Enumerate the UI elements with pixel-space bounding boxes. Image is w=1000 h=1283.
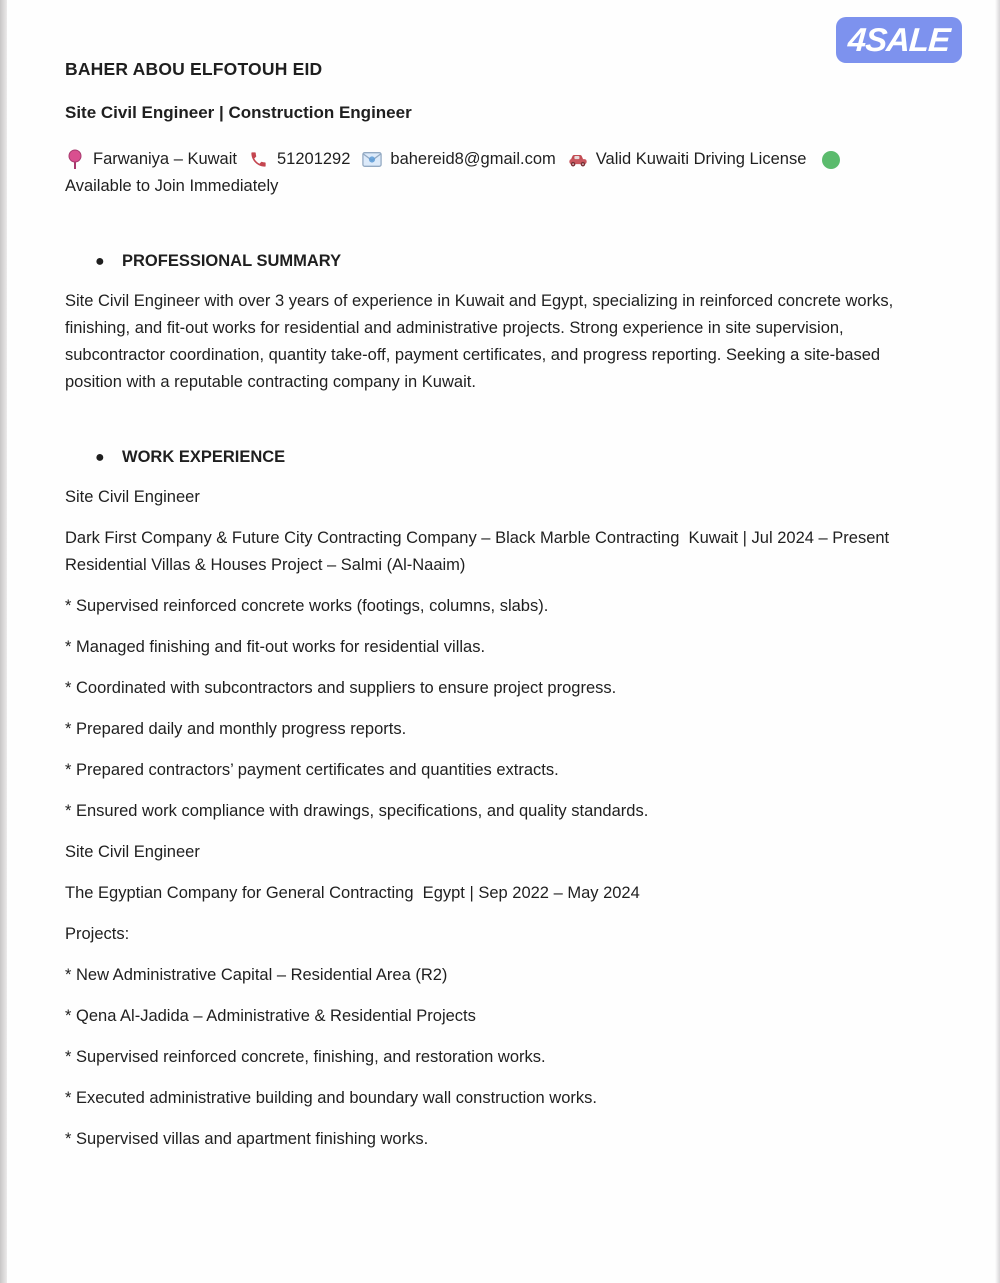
- section-heading-professional-summary: [65, 248, 935, 275]
- contact-line: [65, 146, 935, 173]
- green-dot-icon: [822, 151, 840, 169]
- contact-location: [65, 146, 237, 173]
- candidate-name: BAHER ABOU ELFOTOUH EID: [65, 59, 323, 79]
- bullet-icon: ●: [95, 252, 105, 270]
- job1-bullet: * Ensured work compliance with drawings, specifications, and quality standards.: [65, 802, 649, 820]
- email-text: bahereid8@gmail.com: [390, 150, 556, 168]
- job2-company-line: The Egyptian Company for General Contracting Egypt | Sep 2022 – May 2024: [65, 884, 640, 902]
- summary-paragraph: Site Civil Engineer with over 3 years of experience in Kuwait and Egypt, specializing in reinforced concrete works, finishing, and fit-out works for residential and administrative projects. Strong experience in site supervision, subcontractor coordination, quantity take-off, payment certificates, and progress reporting. Seeking a site-based position with a reputable contracting company in Kuwait.: [65, 292, 898, 391]
- car-icon: [568, 149, 588, 171]
- contact-email: [362, 146, 555, 173]
- job1-bullet: * Prepared daily and monthly progress reports.: [65, 720, 407, 738]
- contact-license: [568, 146, 807, 173]
- job2-role: Site Civil Engineer: [65, 843, 200, 861]
- phone-number: 51201292: [276, 150, 351, 168]
- bullet-icon: ●: [95, 448, 105, 466]
- section-heading-work-experience: [65, 444, 935, 471]
- contact-phone: [249, 146, 350, 173]
- candidate-title: Site Civil Engineer | Construction Engineer: [65, 103, 412, 122]
- resume-content: [65, 56, 935, 1167]
- phone-icon: [249, 149, 269, 171]
- job1-role: Site Civil Engineer: [65, 488, 200, 506]
- job1-bullet: * Prepared contractors’ payment certificates and quantities extracts.: [65, 761, 559, 779]
- location-text: Farwaniya – Kuwait: [93, 150, 237, 168]
- section-heading-label: WORK EXPERIENCE: [122, 448, 286, 466]
- job2-bullet: * Executed administrative building and boundary wall construction works.: [65, 1089, 597, 1107]
- job2-bullet: * New Administrative Capital – Residential Area (R2): [65, 966, 448, 984]
- job1-bullet: * Managed finishing and fit-out works for residential villas.: [65, 638, 486, 656]
- job2-projects-label: Projects:: [65, 925, 130, 943]
- job1-bullet: * Supervised reinforced concrete works (footings, columns, slabs).: [65, 597, 549, 615]
- 4sale-logo-text: 4SALE: [847, 21, 952, 58]
- location-pin-icon: [65, 149, 85, 171]
- job2-bullet: * Supervised villas and apartment finishing works.: [65, 1130, 429, 1148]
- license-text: Valid Kuwaiti Driving License: [595, 150, 807, 168]
- 4sale-logo: [836, 17, 962, 63]
- email-icon: [362, 149, 382, 171]
- section-heading-label: PROFESSIONAL SUMMARY: [122, 252, 342, 270]
- job1-company-line: Dark First Company & Future City Contracting Company – Black Marble Contracting Kuwait | Jul 2024 – Present Residential Villas & Houses Project – Salmi (Al-Naaim): [65, 529, 899, 574]
- job2-bullet: * Supervised reinforced concrete, finishing, and restoration works.: [65, 1048, 546, 1066]
- job2-bullet: * Qena Al-Jadida – Administrative & Residential Projects: [65, 1007, 476, 1025]
- job1-bullet: * Coordinated with subcontractors and suppliers to ensure project progress.: [65, 679, 617, 697]
- availability-text: Available to Join Immediately: [65, 177, 279, 195]
